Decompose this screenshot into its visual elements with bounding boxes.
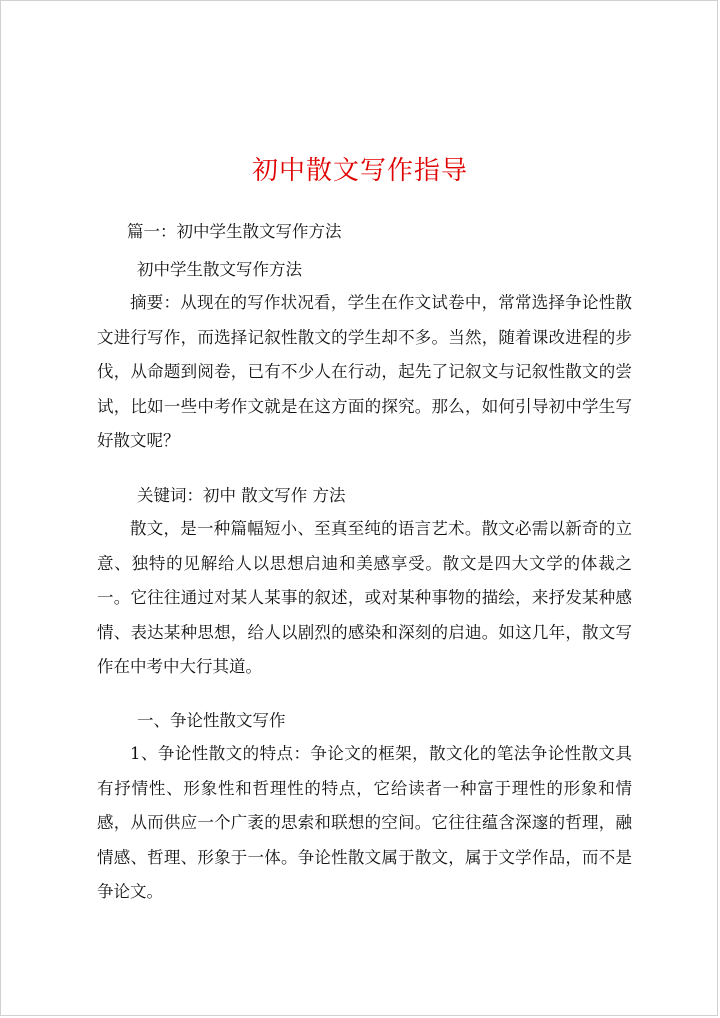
section-heading: 篇一：初中学生散文写作方法 <box>127 222 342 241</box>
abstract-text: 摘要：从现在的写作状况看，学生在作文试卷中，常常选择争论性散文进行写作，而选择记叙性散文的学生却不多。当然，随着课改进程的步伐，从命题到阅卷，已有不少人在行动，起先了记叙文与记叙性散文的尝试，比如一些中考作文就是在这方面的探究。那么，如何引导初中学生写好散文呢？ <box>97 293 632 450</box>
article-subtitle: 初中学生散文写作方法 <box>137 260 302 279</box>
intro-text: 散文，是一种篇幅短小、至真至纯的语言艺术。散文必需以新奇的立意、独特的见解给人以思想启迪和美感享受。散文是四大文学的体裁之一。它往往通过对某人某事的叙述，或对某种事物的描绘，来抒发某种感情、表达某种思想，给人以剧烈的感染和深刻的启迪。如这几年，散文写作在中考中大行其道。 <box>97 519 632 676</box>
keywords-line: 关键词：初中 散文写作 方法 <box>137 486 346 505</box>
intro-paragraph <box>97 512 632 685</box>
abstract-paragraph <box>97 286 632 459</box>
features-paragraph <box>97 737 632 910</box>
heading-argumentative-prose: 一、争论性散文写作 <box>137 711 286 730</box>
features-text: 1、争论性散文的特点：争论文的框架，散文化的笔法争论性散文具有抒情性、形象性和哲理性的特点，它给读者一种富于理性的形象和情感，从而供应一个广袤的思索和联想的空间。它往往蕴含深邃的哲理，融情感、哲理、形象于一体。争论性散文属于散文，属于文学作品，而不是争论文。 <box>97 744 632 901</box>
document-title: 初中散文写作指导 <box>251 156 468 186</box>
